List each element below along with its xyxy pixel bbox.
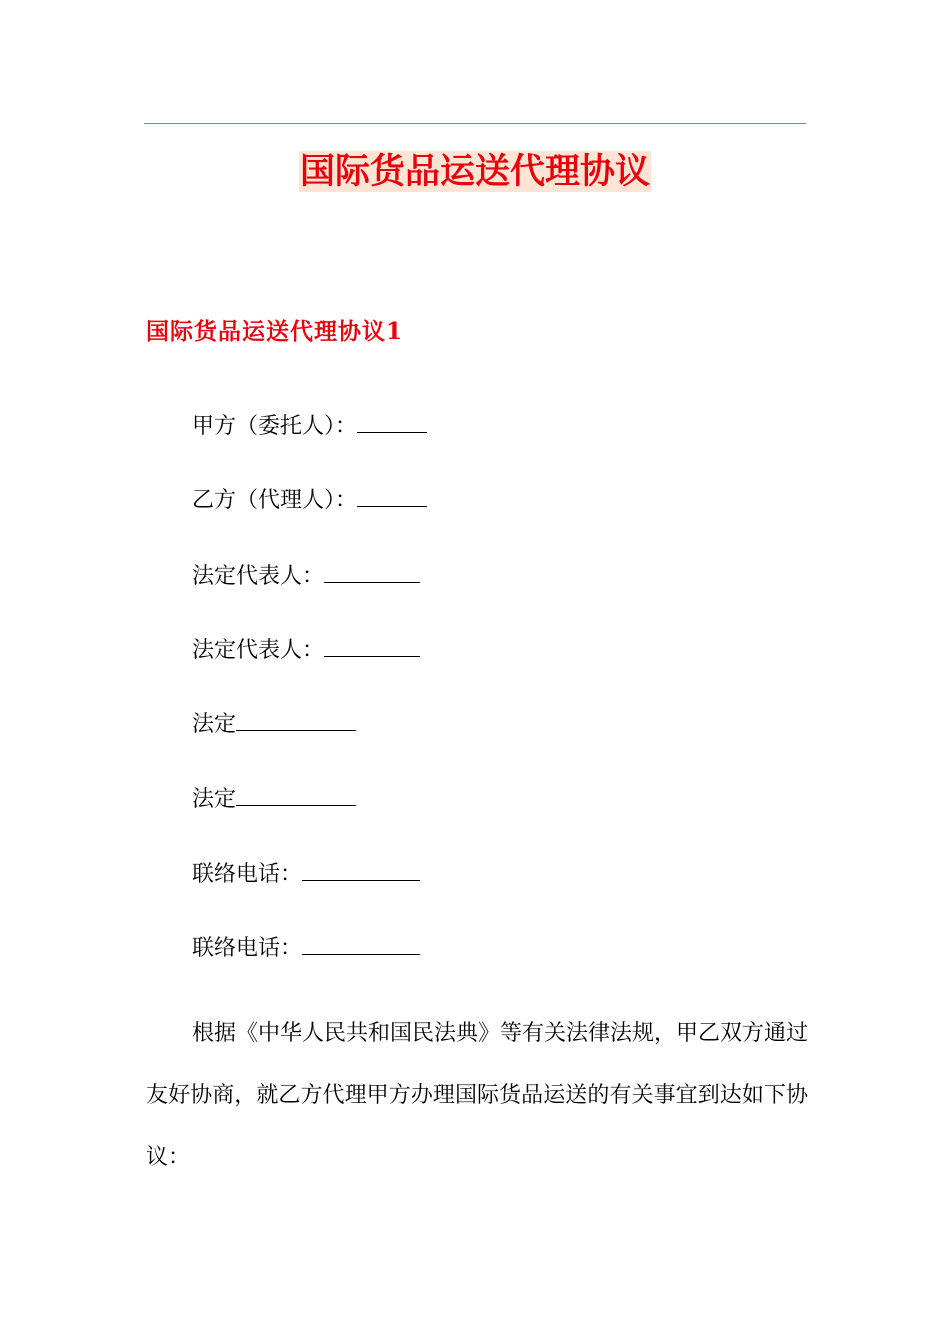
- legal-rep-b-label: 法定代表人：: [192, 638, 325, 663]
- phone-b-blank[interactable]: [302, 932, 420, 955]
- party-b-label: 乙方（代理人）：: [192, 488, 358, 513]
- party-b-field: [192, 484, 427, 516]
- legal-b-field: [192, 783, 356, 815]
- phone-a-label: 联络电话：: [192, 862, 303, 887]
- document-title: [0, 150, 950, 194]
- legal-rep-b-field: [192, 634, 420, 666]
- party-a-label: 甲方（委托人）：: [192, 414, 358, 439]
- phone-b-field: [192, 932, 420, 964]
- legal-a-label: 法定: [192, 712, 237, 737]
- legal-rep-a-blank[interactable]: [324, 560, 420, 583]
- document-title-text: 国际货品运送代理协议: [299, 151, 650, 192]
- phone-b-label: 联络电话：: [192, 936, 303, 961]
- legal-rep-b-blank[interactable]: [324, 634, 420, 657]
- legal-a-blank[interactable]: [236, 708, 356, 731]
- legal-a-field: [192, 708, 356, 740]
- header-rule: [144, 123, 806, 124]
- legal-rep-a-field: [192, 560, 420, 592]
- intro-paragraph: 根据《中华人民共和国民法典》等有关法律法规，甲乙双方通过友好协商，就乙方代理甲方办理国际货品运送的有关事宜到达如下协议：: [146, 1021, 809, 1170]
- phone-a-blank[interactable]: [302, 858, 420, 881]
- section-heading: 国际货品运送代理协议1: [146, 318, 404, 345]
- party-b-blank[interactable]: [357, 484, 427, 507]
- legal-b-label: 法定: [192, 787, 237, 812]
- legal-rep-a-label: 法定代表人：: [192, 564, 325, 589]
- party-a-blank[interactable]: [357, 410, 427, 433]
- party-a-field: [192, 410, 427, 442]
- legal-b-blank[interactable]: [236, 783, 356, 806]
- phone-a-field: [192, 858, 420, 890]
